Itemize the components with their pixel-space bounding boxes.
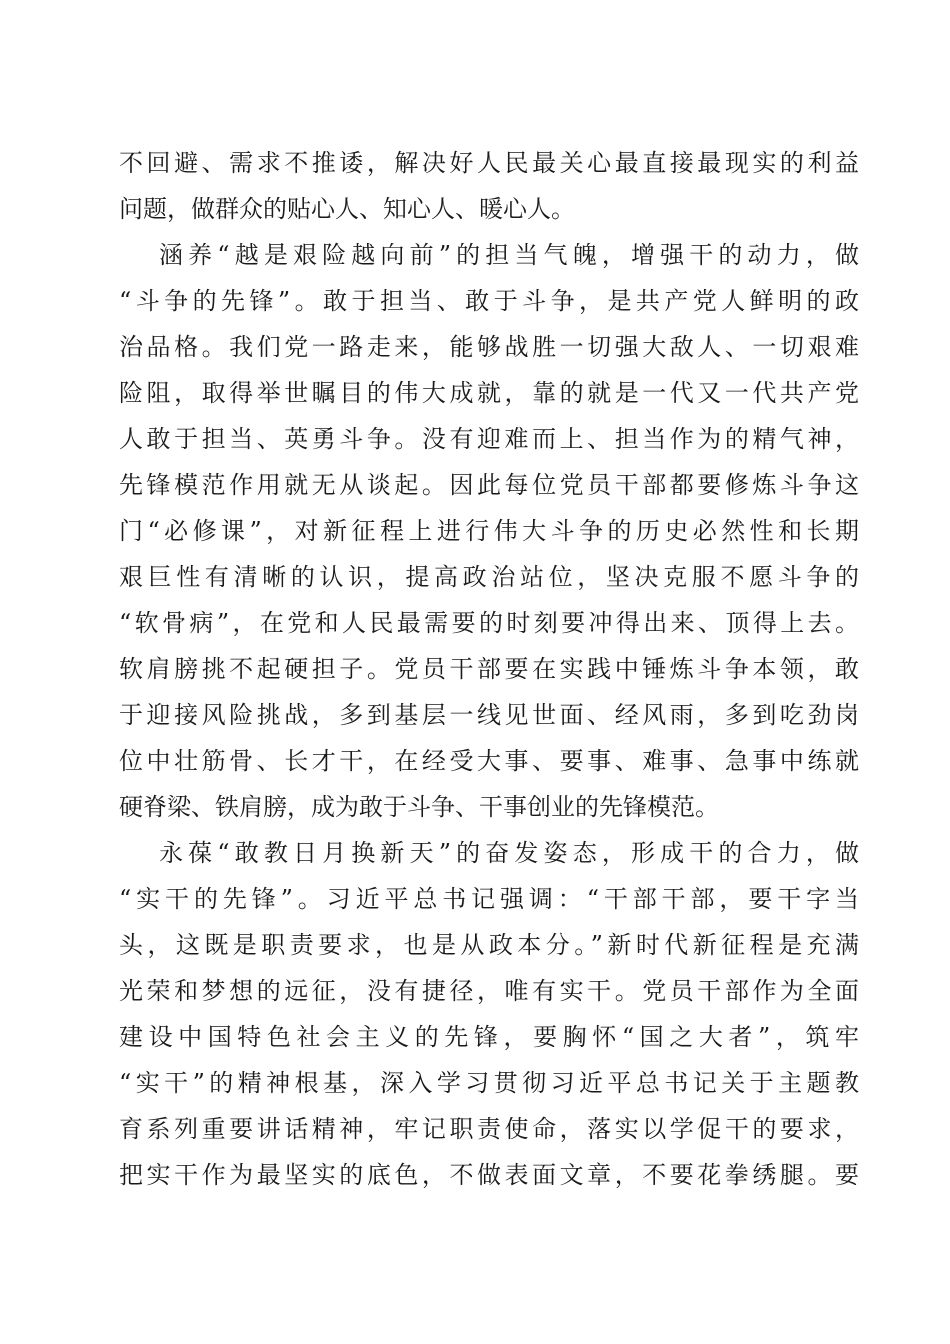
text-line: “实干”的精神根基，深入学习贯彻习近平总书记关于主题教	[119, 1069, 859, 1097]
text-line: 门“必修课”，对新征程上进行伟大斗争的历史必然性和长期	[119, 517, 859, 545]
text-line: 光荣和梦想的远征，没有捷径，唯有实干。党员干部作为全面	[119, 977, 859, 1005]
text-line: 育系列重要讲话精神，牢记职责使命，落实以学促干的要求，	[119, 1115, 859, 1143]
text-line: 把实干作为最坚实的底色，不做表面文章，不要花拳绣腿。要	[119, 1161, 859, 1189]
text-line: 软肩膀挑不起硬担子。党员干部要在实践中锤炼斗争本领，敢	[119, 655, 859, 683]
text-line: 建设中国特色社会主义的先锋，要胸怀“国之大者”，筑牢	[119, 1023, 859, 1051]
paragraph-start-line: 永葆“敢教日月换新天”的奋发姿态，形成干的合力，做	[159, 839, 859, 867]
text-line: 不回避、需求不推诿，解决好人民最关心最直接最现实的利益	[119, 149, 859, 177]
body-text	[119, 140, 859, 1198]
text-line: 位中壮筋骨、长才干，在经受大事、要事、难事、急事中练就	[119, 747, 859, 775]
text-line: 险阻，取得举世瞩目的伟大成就，靠的就是一代又一代共产党	[119, 379, 859, 407]
text-line: “斗争的先锋”。敢于担当、敢于斗争，是共产党人鲜明的政	[119, 287, 859, 315]
paragraph-start-line: 涵养“越是艰险越向前”的担当气魄，增强干的动力，做	[159, 241, 859, 269]
text-line: “软骨病”，在党和人民最需要的时刻要冲得出来、顶得上去。	[119, 609, 859, 637]
text-line: 于迎接风险挑战，多到基层一线见世面、经风雨，多到吃劲岗	[119, 701, 859, 729]
text-line: 问题，做群众的贴心人、知心人、暖心人。	[119, 195, 575, 223]
text-line: 头，这既是职责要求，也是从政本分。”新时代新征程是充满	[119, 931, 859, 959]
text-line: 人敢于担当、英勇斗争。没有迎难而上、担当作为的精气神，	[119, 425, 859, 453]
text-line: “实干的先锋”。习近平总书记强调：“干部干部，要干字当	[119, 885, 859, 913]
text-line: 硬脊梁、铁肩膀，成为敢于斗争、干事创业的先锋模范。	[119, 793, 719, 821]
text-line: 先锋模范作用就无从谈起。因此每位党员干部都要修炼斗争这	[119, 471, 859, 499]
text-line: 治品格。我们党一路走来，能够战胜一切强大敌人、一切艰难	[119, 333, 859, 361]
text-line: 艰巨性有清晰的认识，提高政治站位，坚决克服不愿斗争的	[119, 563, 859, 591]
